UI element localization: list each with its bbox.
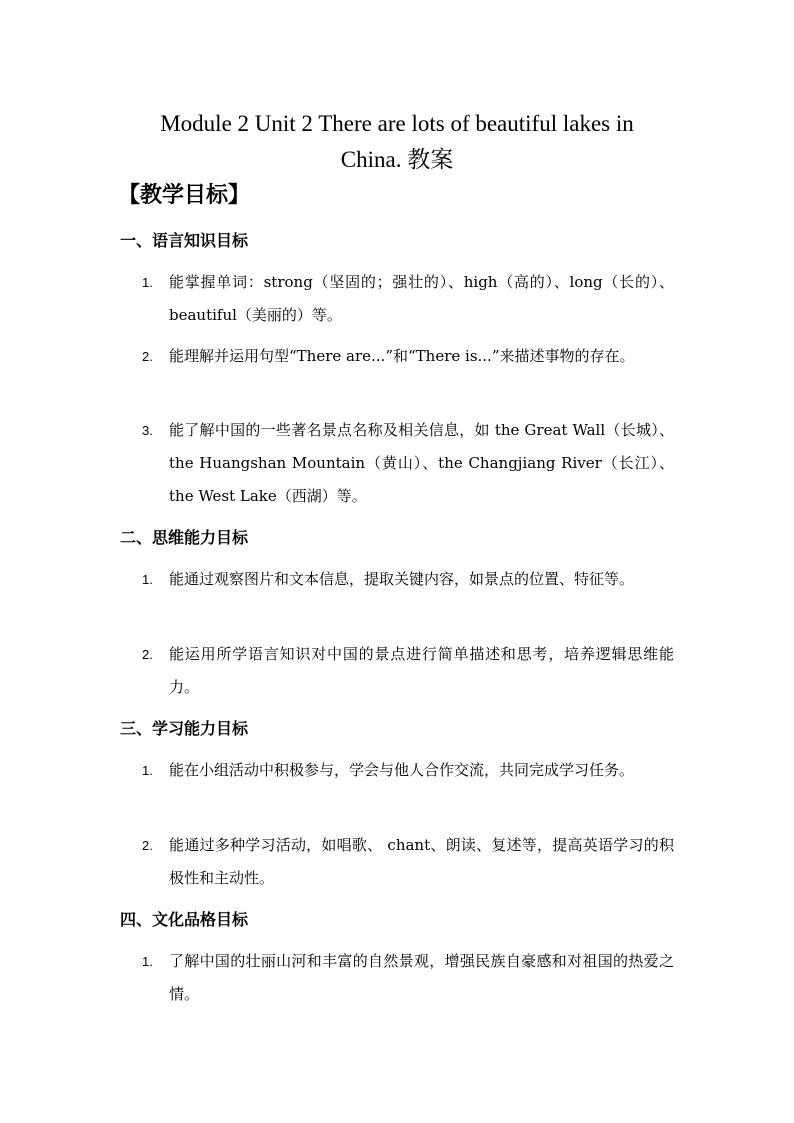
list-item-number: 1. [142,763,153,778]
list-item [142,829,674,895]
list-item-number: 2. [142,647,153,662]
list-item [142,266,674,332]
list-item [142,340,674,373]
section-heading-learning-ability: 三、学习能力目标 [120,719,249,738]
list-item [142,414,674,513]
list-item-number: 2. [142,349,153,364]
list-item-text: 能理解并运用句型“There are...”和“There is...”来描述事物的存在。 [169,347,635,365]
section-heading-language-knowledge: 一、语言知识目标 [120,231,249,250]
list-item [142,945,674,1011]
list-item-text: 能运用所学语言知识对中国的景点进行简单描述和思考，培养逻辑思维能力。 [169,645,674,696]
section-heading-cultural-character: 四、文化品格目标 [120,910,249,929]
list-item-number: 2. [142,838,153,853]
list-item-text: 能在小组活动中积极参与，学会与他人合作交流，共同完成学习任务。 [169,761,635,779]
list-item-text: 能通过多种学习活动，如唱歌、 chant、朗读、复述等，提高英语学习的积极性和主动性。 [169,836,674,887]
document-title-line-1: Module 2 Unit 2 There are lots of beautiful lakes in [160,111,634,136]
list-item-text: 能了解中国的一些著名景点名称及相关信息，如 the Great Wall（长城）、the Huangshan Mountain（黄山）、the Changjiang River（长江）、the West Lake（西湖）等。 [169,421,674,505]
list-item-number: 1. [142,954,153,969]
document-title [120,106,674,178]
list-item-text: 了解中国的壮丽山河和丰富的自然景观，增强民族自豪感和对祖国的热爱之情。 [169,952,674,1003]
list-item-number: 1. [142,572,153,587]
list-item-number: 3. [142,423,153,438]
section-heading-thinking-ability: 二、思维能力目标 [120,528,249,547]
list-item-text: 能通过观察图片和文本信息，提取关键内容，如景点的位置、特征等。 [169,570,635,588]
list-item [142,563,674,596]
list-item [142,638,674,704]
list-item-text: 能掌握单词：strong（坚固的；强壮的）、high（高的）、long（长的）、beautiful（美丽的）等。 [169,273,674,324]
list-item [142,754,674,787]
list-item-number: 1. [142,275,153,290]
teaching-objectives-heading: 【教学目标】 [118,183,251,208]
document-title-line-2: China. 教案 [340,147,454,172]
